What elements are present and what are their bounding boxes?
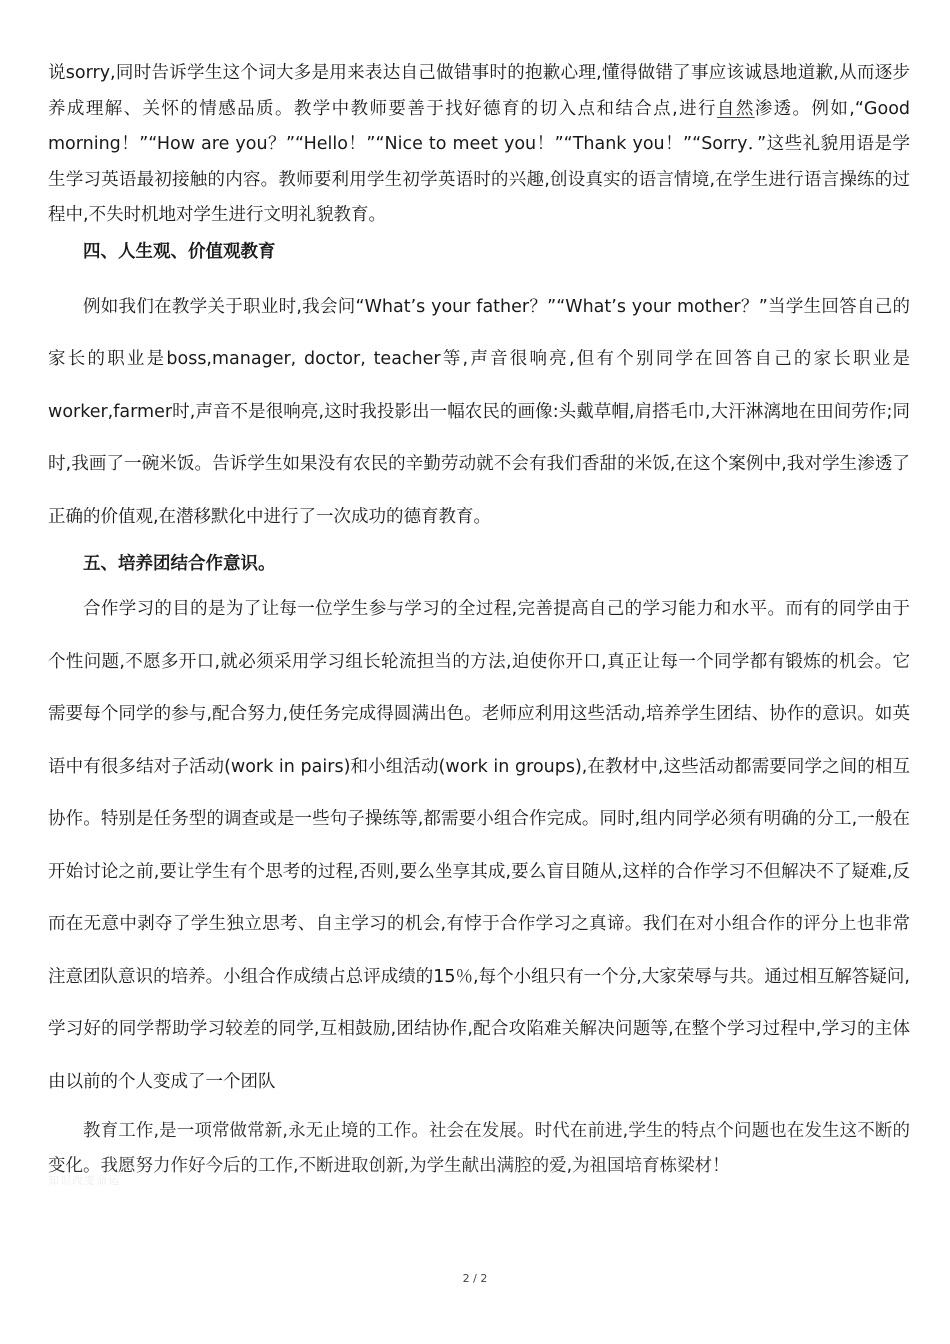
section-4-heading: 四、人生观、价值观教育 xyxy=(83,241,276,262)
intro-underlined-term: 自然 xyxy=(716,98,755,119)
closing-paragraph: 教育工作,是一项常做常新,永无止境的工作。社会在发展。时代在前进,学生的特点个问题也在发生这不断的变化。我愿努力作好今后的工作,不断进取创新,为学生献出满腔的爱,为祖国培育栋梁材！ xyxy=(48,1121,910,1176)
intro-text-after: 渗透。例如,“Good morning！”“How are you？”“Hello！”“Nice to meet you！”“Thank you！”“Sorry．”这些礼貌用语是学生学习英语最初接触的内容。教师要利用学生初学英语时的兴趣,创设真实的语言情境,在学生进行语言操练的过程中,不失时机地对学生进行文明礼貌教育。 xyxy=(48,98,911,225)
document-page xyxy=(48,56,910,1184)
page-number: 2 / 2 xyxy=(462,1272,488,1285)
watermark: 知识改变命运 xyxy=(48,1174,120,1187)
section-5-heading: 五、培养团结合作意识。 xyxy=(83,554,276,574)
section-5-paragraph: 合作学习的目的是为了让每一位学生参与学习的全过程,完善提高自己的学习能力和水平。而有的同学由于个性问题,不愿多开口,就必须采用学习组长轮流担当的方法,迫使你开口,真正让每一个同学都有锻炼的机会。它需要每个同学的参与,配合努力,使任务完成得圆满出色。老师应利用这些活动,培养学生团结、协作的意识。如英语中有很多结对子活动(work in pairs)和小组活动(work in groups),在教材中,这些活动都需要同学之间的相互协作。特别是任务型的调查或是一些句子操练等,都需要小组合作完成。同时,组内同学必须有明确的分工,一般在开始讨论之前,要让学生有个思考的过程,否则,要么坐享其成,要么盲目随从,这样的合作学习不但解决不了疑难,反而在无意中剥夺了学生独立思考、自主学习的机会,有悖于合作学习之真谛。我们在对小组合作的评分上也非常注意团队意识的培养。小组合作成绩占总评成绩的15％,每个小组只有一个分,大家荣辱与共。通过相互解答疑问,学习好的同学帮助学习较差的同学,互相鼓励,团结协作,配合攻陷难关解决问题等,在整个学习过程中,学习的主体由以前的个人变成了一个团队 xyxy=(48,599,910,1092)
intro-text-before: 说sorry,同时告诉学生这个词大多是用来表达自己做错事时的抱歉心理,懂得做错了事应该诚恳地道歉,从而逐步养成理解、关怀的情感品质。教学中教师要善于找好德育的切入点和结合点,进行 xyxy=(48,63,910,119)
intro-paragraph xyxy=(48,56,910,234)
spacer xyxy=(48,269,910,281)
section-4-paragraph: 例如我们在教学关于职业时,我会问“What’s your father？”“What’s your mother？”当学生回答自己的家长的职业是boss,manager, doctor, teacher等,声音很响亮,但有个别同学在回答自己的家长职业是worker,farmer时,声音不是很响亮,这时我投影出一幅农民的画像:头戴草帽,肩搭毛巾,大汗淋漓地在田间劳作;同时,我画了一碗米饭。告诉学生如果没有农民的辛勤劳动就不会有我们香甜的米饭,在这个案例中,我对学生渗透了正确的价值观,在潜移默化中进行了一次成功的德育教育。 xyxy=(48,296,910,527)
